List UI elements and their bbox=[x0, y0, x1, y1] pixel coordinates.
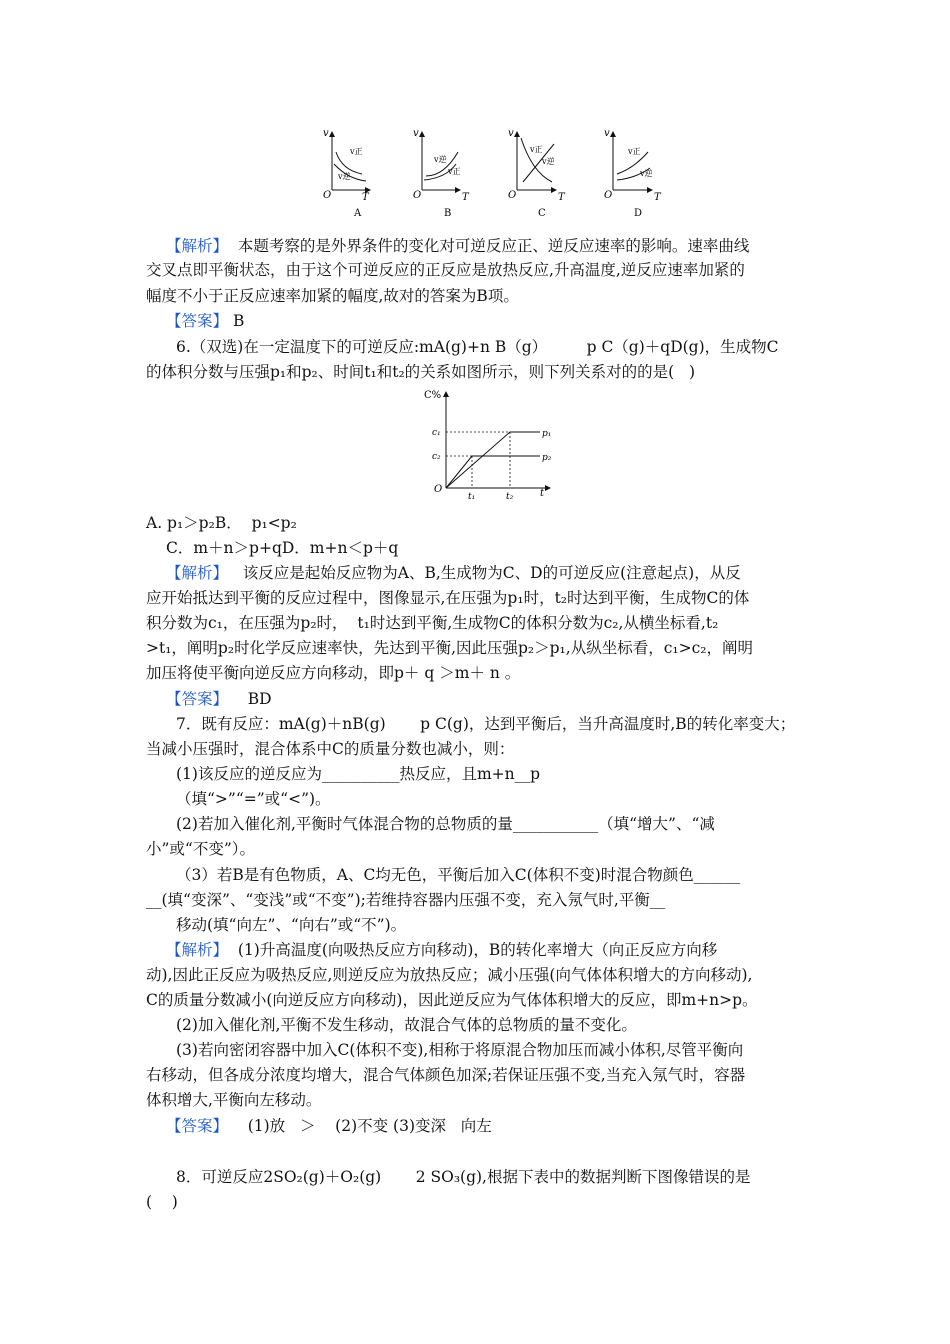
svg-text:O: O bbox=[508, 190, 517, 201]
q5-analysis-line-3: 幅度不小于正反应速率加紧的幅度,故对的答案为B项。 bbox=[146, 287, 519, 305]
svg-text:v: v bbox=[413, 128, 419, 139]
svg-text:v: v bbox=[323, 128, 329, 139]
svg-text:O: O bbox=[323, 190, 332, 201]
q6-options-ab: A. p₁＞p₂B． p₁<p₂ bbox=[146, 514, 297, 532]
q7-part3-line-2: __(填“变深”、“变浅”或“不变”);若维持容器内压强不变，充入氖气时,平衡__ bbox=[146, 891, 666, 909]
svg-text:t: t bbox=[540, 488, 545, 499]
q6-stem-line-1: 6.（双选)在一定温度下的可逆反应:mA(g)+n B（g） p C（g)＋qD(g)，生成物C bbox=[176, 338, 779, 356]
answer-tag: 【答案】 bbox=[166, 1117, 229, 1135]
svg-text:T: T bbox=[362, 192, 369, 203]
q7-stem-line-2: 当减小压强时，混合体系中C的质量分数也减小，则： bbox=[146, 740, 515, 758]
q8-stem-line-2: ( ) bbox=[146, 1193, 178, 1211]
svg-text:v: v bbox=[508, 128, 514, 139]
q5-analysis-line-1: 【解析】 本题考察的是外界条件的变化对可逆反应正、逆反应速率的影响。速率曲线 bbox=[166, 237, 750, 255]
svg-text:t₁: t₁ bbox=[468, 492, 476, 500]
svg-text:v: v bbox=[604, 128, 610, 139]
svg-text:v正: v正 bbox=[448, 167, 461, 176]
analysis-tag: 【解析】 bbox=[166, 564, 229, 582]
q6-analysis-line-2: 应开始抵达到平衡的反应过程中，图像显示,在压强为p₁时，t₂时达到平衡，生成物C的体 bbox=[146, 589, 750, 607]
q7-answer: 【答案】 (1)放 ＞ (2)不变 (3)变深 向左 bbox=[166, 1117, 492, 1135]
q7-part2-line-1: (2)若加入催化剂,平衡时气体混合物的总物质的量___________（填“增大”、“减 bbox=[176, 815, 715, 833]
graph-d bbox=[604, 128, 662, 219]
q7-part1-line-1: (1)该反应的逆反应为__________热反应，且m+n__p bbox=[176, 765, 541, 783]
svg-text:p₂: p₂ bbox=[542, 453, 552, 463]
svg-text:v逆: v逆 bbox=[542, 157, 555, 166]
svg-text:v正: v正 bbox=[530, 145, 543, 154]
q6-analysis-line-5: 加压将使平衡向逆反应方向移动，即p＋ q ＞m＋ n 。 bbox=[146, 664, 521, 682]
svg-text:A: A bbox=[354, 208, 362, 219]
q7-part1-line-2: （填“>”“=”或“<”)。 bbox=[176, 790, 331, 808]
graph-b bbox=[413, 128, 470, 219]
q7-stem-line-1: 7．既有反应：mA(g)＋nB(g) p C(g)，达到平衡后，当升高温度时,B的转化率变大； bbox=[176, 715, 796, 733]
svg-text:C: C bbox=[538, 208, 546, 219]
svg-text:C%: C% bbox=[424, 390, 442, 401]
graph-a bbox=[323, 128, 370, 219]
q7-analysis-line-4: (2)加入催化剂,平衡不发生移动，故混合气体的总物质的量不变化。 bbox=[176, 1016, 637, 1034]
q6-stem-line-2: 的体积分数与压强p₁和p₂、时间t₁和t₂的关系如图所示，则下列关系对的的是( ) bbox=[146, 363, 696, 381]
q7-part3-line-3: 移动(填“向左”、“向右”或“不”)。 bbox=[176, 916, 407, 934]
q7-analysis-line-3: C的质量分数减小(向逆反应方向移动)，因此逆反应为气体体积增大的反应，即m+n>p。 bbox=[146, 991, 758, 1009]
svg-text:T: T bbox=[558, 192, 565, 203]
svg-text:O: O bbox=[413, 190, 422, 201]
svg-text:B: B bbox=[444, 208, 452, 219]
analysis-tag: 【解析】 bbox=[166, 941, 229, 959]
q5-analysis-line-2: 交叉点即平衡状态，由于这个可逆反应的正反应是放热反应,升高温度,逆反应速率加紧的 bbox=[146, 261, 745, 279]
svg-text:v逆: v逆 bbox=[640, 169, 653, 178]
graph-c bbox=[508, 128, 566, 219]
analysis-tag: 【解析】 bbox=[166, 237, 229, 255]
svg-text:t₂: t₂ bbox=[506, 492, 514, 500]
svg-text:v逆: v逆 bbox=[338, 172, 351, 181]
q6-analysis-line-4: >t₁，阐明p₂时化学反应速率快，先达到平衡,因此压强p₂＞p₁,从纵坐标看，c₁>c₂，阐明 bbox=[146, 639, 753, 657]
svg-text:v正: v正 bbox=[628, 147, 641, 156]
svg-text:c₁: c₁ bbox=[432, 428, 441, 438]
q6-analysis-line-1: 【解析】 该反应是起始反应物为A、B,生成物为C、D的可逆反应(注意起点)，从反 bbox=[166, 564, 741, 582]
svg-text:v逆: v逆 bbox=[434, 155, 447, 164]
svg-text:v正: v正 bbox=[350, 147, 363, 156]
q7-part2-line-2: 小”或“不变”）。 bbox=[146, 840, 256, 858]
q7-analysis-line-2: 动),因此正反应为吸热反应,则逆反应为放热反应；减小压强(向气体体积增大的方向移动), bbox=[146, 966, 753, 984]
q6-analysis-line-3: 积分数为c₁，在压强为p₂时， t₁时达到平衡,生成物C的体积分数为c₂,从横坐标看,t₂ bbox=[146, 614, 719, 632]
c-percent-time-graph bbox=[418, 386, 558, 500]
q6-options-cd: C．m＋n＞p+qD．m+n＜p＋q bbox=[166, 539, 399, 557]
q7-analysis-line-6: 右移动，但各成分浓度均增大，混合气体颜色加深;若保证压强不变,当充入氖气时，容器 bbox=[146, 1066, 746, 1084]
svg-text:D: D bbox=[634, 208, 643, 219]
svg-text:O: O bbox=[434, 484, 443, 495]
q7-analysis-line-5: (3)若向密闭容器中加入C(体积不变),相称于将原混合物加压而减小体积,尽管平衡向 bbox=[176, 1041, 744, 1059]
q8-stem-line-1: 8．可逆反应2SO₂(g)＋O₂(g) 2 SO₃(g),根据下表中的数据判断下图像错误的是 bbox=[176, 1168, 751, 1186]
q6-answer: 【答案】 BD bbox=[166, 690, 272, 708]
answer-tag: 【答案】 bbox=[166, 690, 229, 708]
svg-text:O: O bbox=[604, 190, 613, 201]
svg-text:T: T bbox=[462, 192, 469, 203]
q7-analysis-line-1: 【解析】 (1)升高温度(向吸热反应方向移动)，B的转化率增大（向正反应方向移 bbox=[166, 941, 718, 959]
answer-tag: 【答案】 bbox=[166, 312, 229, 330]
q7-part3-line-1: （3）若B是有色物质，A、C均无色，平衡后加入C(体积不变)时混合物颜色______ bbox=[176, 866, 741, 884]
svg-text:T: T bbox=[654, 192, 661, 203]
svg-text:p₁: p₁ bbox=[542, 429, 552, 439]
svg-text:c₂: c₂ bbox=[432, 452, 441, 462]
q7-analysis-line-7: 体积增大,平衡向左移动。 bbox=[146, 1091, 322, 1109]
q5-answer: 【答案】 B bbox=[166, 312, 245, 330]
rate-temperature-figure bbox=[318, 124, 678, 222]
